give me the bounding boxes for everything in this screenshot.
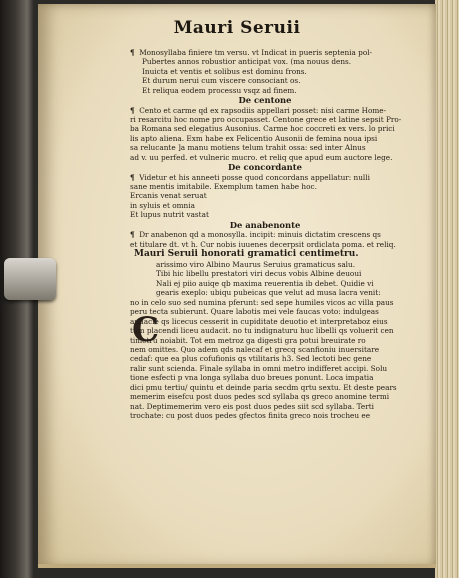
- text-line: [130, 260, 436, 269]
- line-text: De anabenonte: [229, 219, 301, 230]
- line-text: Et durum nerui cum viscere consociant os.: [142, 76, 301, 86]
- page-bottom-edge: [38, 564, 436, 568]
- line-text: ralir sunt scienda. Finale syllaba in omni metro indifferet accipi. Solu: [130, 363, 388, 373]
- text-line: [130, 317, 436, 326]
- line-text: Monosyllaba finiere tm versu. vt Indicat in pueris septenia pol-: [139, 48, 373, 57]
- text-line: [130, 182, 436, 191]
- text-line: [130, 124, 436, 133]
- text-line: [130, 326, 436, 335]
- paragraph-mark: ¶: [130, 230, 138, 240]
- line-text: timetru noiabit. Tot em metroz ga digesti gra potui breuirate ro: [130, 335, 366, 345]
- text-line: [130, 115, 436, 124]
- line-text: De centone: [238, 95, 292, 106]
- line-text: sane mentis imitabile. Exemplum tamen habe hoc.: [130, 182, 317, 192]
- line-text: Videtur et his anneeti posse quod concordans appellatur: nulli: [139, 172, 370, 182]
- section-heading: [130, 162, 436, 172]
- line-text: nem omittes. Quo adem qds nalecaf et grecq scanfioniu inuersitare: [130, 344, 380, 354]
- running-header: Mauri Seruii: [173, 18, 301, 38]
- text-line: [130, 106, 436, 115]
- line-text: arissimo viro Albino Maurus Seruius gramaticus salu.: [156, 260, 356, 270]
- line-text: et titulare dt. vt h. Cur nobis iuuenes decerpsit ordiclata poma. et reliq.: [130, 239, 396, 249]
- text-line: [130, 134, 436, 143]
- line-text: Cento et carme qd ex rapsodiis appellari posset: nisi carme Home-: [139, 105, 387, 115]
- text-line: [130, 173, 436, 182]
- text-line: [130, 48, 436, 57]
- line-text: trochate: cu post duos pedes gfectos finita greco nois trocheu ee: [130, 411, 371, 421]
- text-line: [130, 373, 436, 382]
- text-line: [130, 288, 436, 297]
- book-page: [38, 4, 436, 568]
- page-fore-edge: [435, 0, 459, 578]
- line-text: Ercanis venat seruat: [130, 191, 207, 201]
- text-line: [130, 411, 436, 420]
- section-heading: [130, 249, 436, 260]
- text-line: [130, 336, 436, 345]
- line-text: ri resarcitu hoc nome pro occupasset. Centone grece et latine sepsit Pro-: [130, 115, 402, 125]
- paragraph-mark: ¶: [130, 172, 138, 182]
- line-text: memerim eisefcu post duos pedes scd syllaba qs greco anomine termi: [130, 392, 390, 402]
- line-text: Mauri Seruii honorati gramatici centimetru.: [134, 249, 359, 260]
- section-heading: [130, 95, 436, 105]
- text-line: [130, 402, 436, 411]
- line-text: ba Romana sed elegatius Ausonius. Carme hoc coccreti ex vers. lo prici: [130, 124, 395, 134]
- paragraph-mark: ¶: [130, 105, 138, 115]
- line-text: audacie qs licecus cesserit in cupiditate deuotio et interpretaboz eius: [130, 316, 388, 326]
- line-text: Pubertes annos robustior anticipat vox. (ma nouus dens.: [142, 57, 352, 67]
- line-text: in syluis et omnia: [130, 200, 195, 210]
- line-text: Et lupus nutrit vastat: [130, 210, 209, 220]
- text-line: [130, 230, 436, 239]
- text-line: [130, 364, 436, 373]
- line-text: Tibi hic libellu prestatori viri decus vobis Albine deuoui: [156, 269, 362, 279]
- body-text: [130, 48, 436, 420]
- text-line: [130, 240, 436, 249]
- line-text: De concordante: [228, 162, 302, 173]
- metal-clasp: [4, 258, 56, 300]
- line-text: Nali ej piio auiqe qb maxima reuerentia ib debet. Quidie vi: [156, 278, 374, 288]
- line-text: Et reliqua eodem processu vsqz ad finem.: [142, 85, 297, 95]
- text-line: [130, 57, 436, 66]
- line-text: sa relucante ]a manu motiens telum trahit ossa: sed inter Alnus: [130, 143, 366, 153]
- text-line: [130, 210, 436, 219]
- line-text: Inuicta et ventis et solibus est dominu frons.: [142, 66, 307, 76]
- line-text: lis apto aliena. Exm habe ex Felicentio Ausonii de femina noua ipsi: [130, 133, 378, 143]
- text-line: [130, 67, 436, 76]
- line-text: gearis exeplo: ubiqu pubeicas que velut ad musa lacra venit:: [156, 288, 381, 298]
- text-line: [130, 279, 436, 288]
- paragraph-mark: ¶: [130, 48, 138, 57]
- text-line: [130, 354, 436, 363]
- line-text: nat. Deptimemerim vero eis post duos pedes siit scd syllaba. Terti: [130, 401, 374, 411]
- text-line: [130, 345, 436, 354]
- line-text: tione esfecti p vna longa syllaba duo breues ponunt. Loca impatia: [130, 373, 374, 383]
- line-text: cedaf: que ea plus cofufionis qs vtilitaris h3. Sed lectoti bec gene: [130, 354, 372, 364]
- text-line: [130, 191, 436, 200]
- text-line: [130, 76, 436, 85]
- text-line: [130, 307, 436, 316]
- text-line: [130, 392, 436, 401]
- line-text: dici pmu tertiu/ quintu et deinde paria secdm qrtu sextu. Et deste pears: [130, 382, 397, 392]
- text-line: [130, 153, 436, 162]
- text-line: [130, 86, 436, 95]
- line-text: tum placendi liceu audacit. no tu indignaturu huc libelli qs voluerit cen: [130, 326, 394, 336]
- line-text: no in celo suo sed numina pferunt: sed sepe humiles vicos ac villa paus: [130, 297, 394, 307]
- line-text: peru tecta subierunt. Quare labotis mei vele faucas voto: indulgeas: [130, 307, 379, 317]
- section-heading: [130, 220, 436, 230]
- text-line: [130, 269, 436, 278]
- text-line: [130, 201, 436, 210]
- line-text: ad v. uu perfed. et vulneric mucro. et reliq que apud eum auctore lege.: [130, 152, 393, 162]
- line-text: Dr anabenon qd a monosylla. incipit: minuis dictatim crescens qs: [139, 230, 381, 240]
- text-line: [130, 298, 436, 307]
- text-line: [130, 383, 436, 392]
- decorated-initial: C: [132, 310, 160, 350]
- text-line: [130, 143, 436, 152]
